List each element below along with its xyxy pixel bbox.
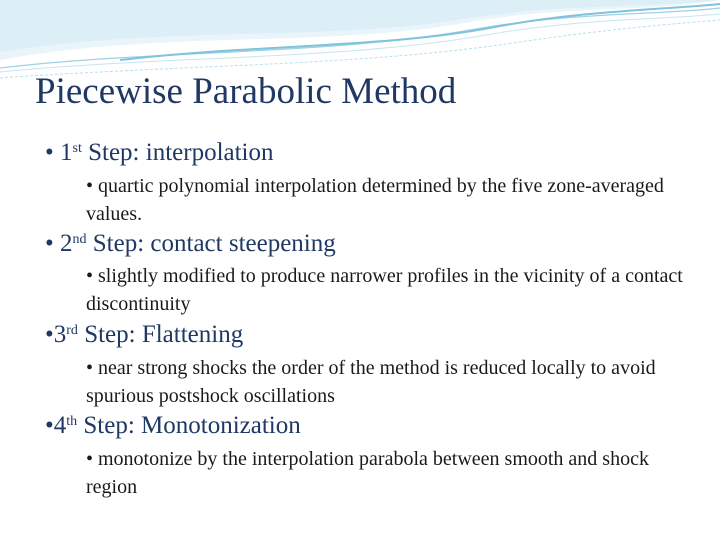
step-number: 4 xyxy=(53,412,67,439)
step-ordinal: th xyxy=(66,414,78,429)
step-number: 2 xyxy=(60,230,73,257)
step-number: 3 xyxy=(53,321,67,348)
step-ordinal: nd xyxy=(72,232,87,247)
step-2-detail: • slightly modified to produce narrower profiles in the vicinity of a contact discontinuity xyxy=(86,265,683,315)
step-ordinal: st xyxy=(72,141,82,156)
step-4-heading xyxy=(45,412,301,440)
step-number: 1 xyxy=(60,139,73,166)
step-ordinal: rd xyxy=(66,323,78,338)
step-label: Step: Flattening xyxy=(84,321,244,348)
bullet: • xyxy=(45,230,54,257)
step-3-heading xyxy=(45,321,243,349)
step-1-detail: • quartic polynomial interpolation determined by the five zone-averaged values. xyxy=(86,175,664,225)
step-2-heading xyxy=(45,230,336,258)
step-4-detail: • monotonize by the interpolation parabola between smooth and shock region xyxy=(86,448,649,498)
bullet: • xyxy=(45,412,54,439)
slide-title: Piecewise Parabolic Method xyxy=(35,71,457,112)
bullet: • xyxy=(45,139,54,166)
step-label: Step: Monotonization xyxy=(83,412,301,439)
step-label: Step: contact steepening xyxy=(92,230,336,257)
step-label: Step: interpolation xyxy=(88,139,274,166)
step-1-heading xyxy=(45,139,274,167)
bullet: • xyxy=(45,321,54,348)
step-3-detail: • near strong shocks the order of the method is reduced locally to avoid spurious postshock oscillations xyxy=(86,357,656,407)
